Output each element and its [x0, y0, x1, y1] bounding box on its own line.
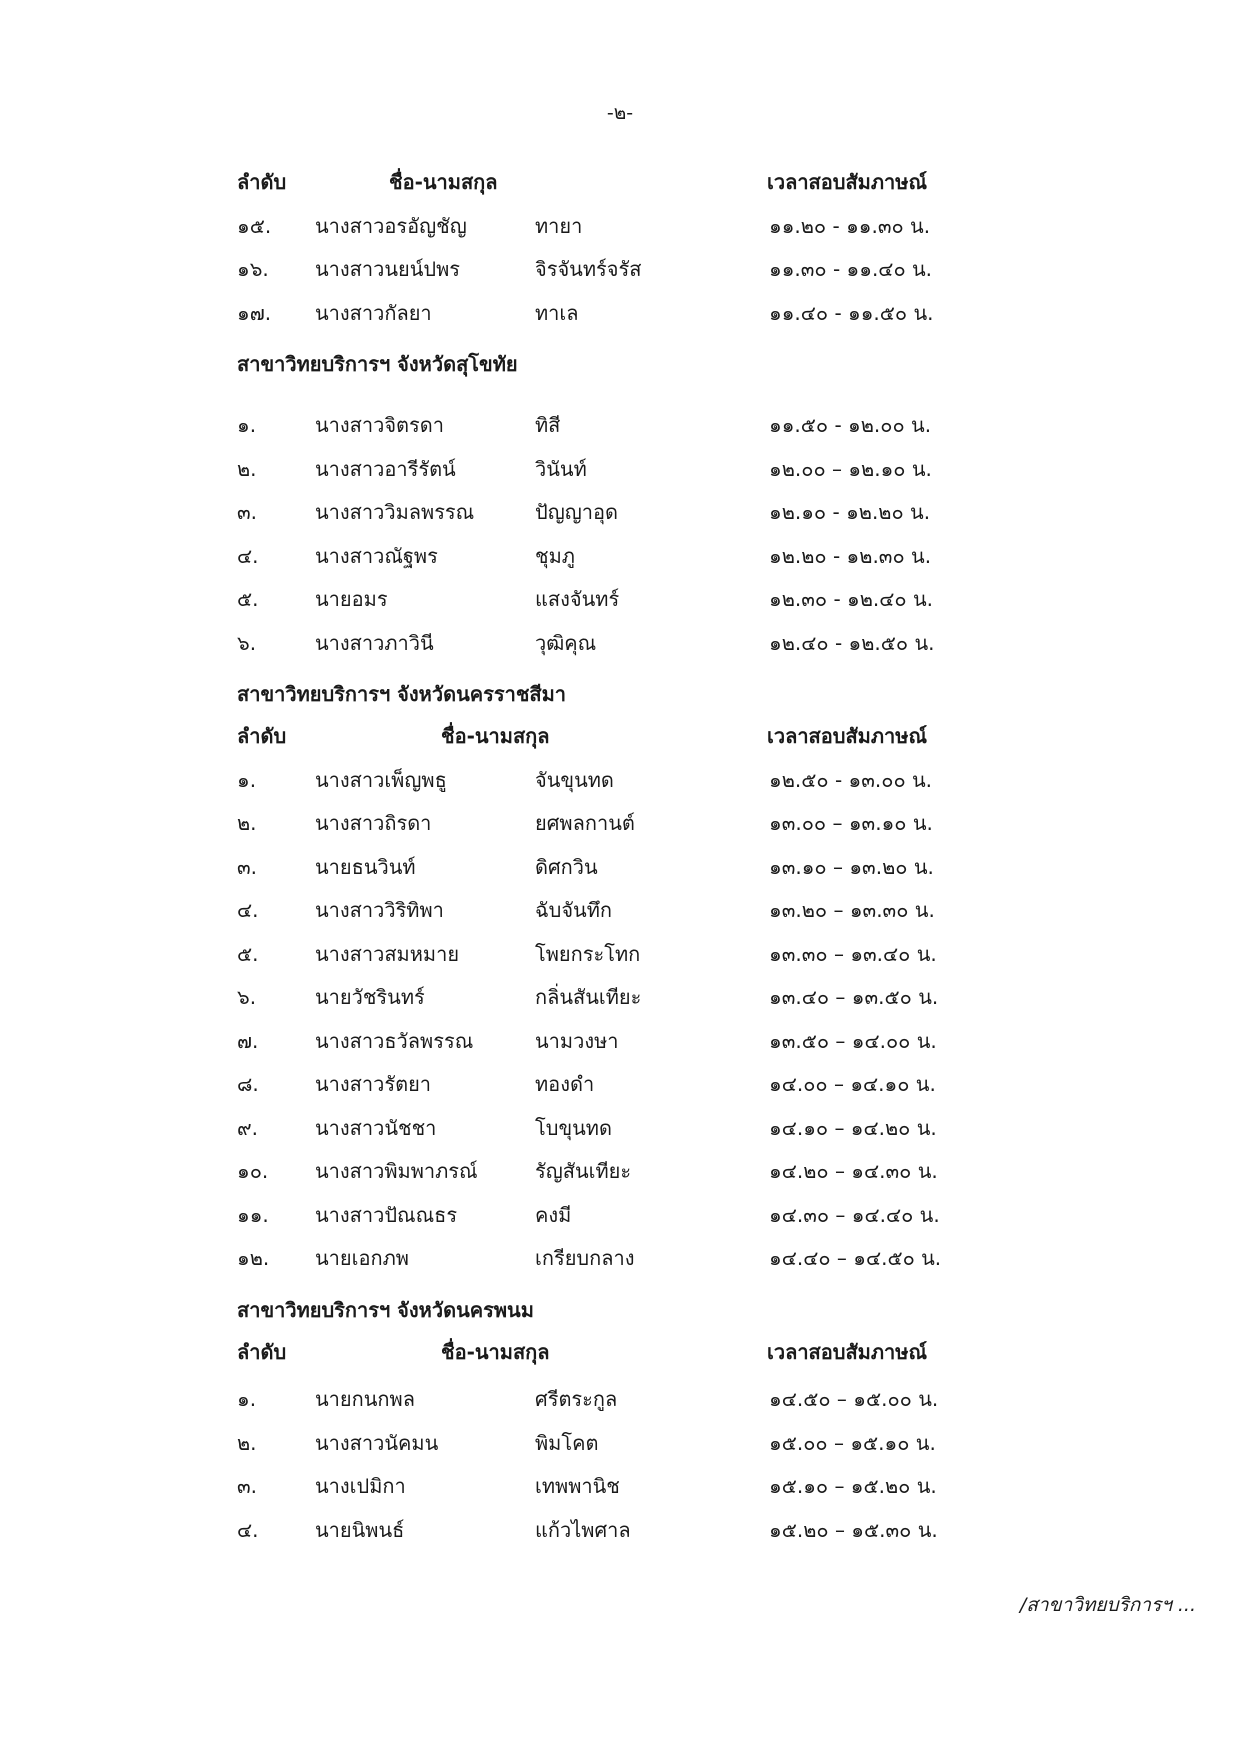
row-last-name: เทพพานิช: [535, 1474, 620, 1498]
row-number: ๓.: [237, 500, 258, 524]
row-number: ๑๐.: [237, 1159, 269, 1183]
row-number: ๒.: [237, 811, 257, 835]
row-last-name: วินันท์: [535, 456, 587, 481]
table-row: [237, 447, 997, 491]
row-first-name: นางสาวอารีรัตน์: [315, 456, 456, 481]
table-row: [237, 932, 997, 976]
header-order: ลำดับ: [237, 724, 287, 748]
table-row: [237, 621, 997, 665]
table-row: [237, 1019, 997, 1063]
row-number: ๑๕.: [237, 213, 272, 238]
table-row: [237, 1193, 997, 1237]
row-time: ๑๓.๐๐ – ๑๓.๑๐ น.: [769, 811, 933, 835]
row-last-name: ทองดำ: [535, 1072, 595, 1096]
row-time: ๑๓.๒๐ – ๑๓.๓๐ น.: [769, 898, 935, 922]
row-last-name: ชุมภู: [535, 543, 575, 568]
row-number: ๑.: [237, 1387, 257, 1411]
row-number: ๖.: [237, 985, 257, 1009]
row-first-name: นางสาววิมลพรรณ: [315, 500, 475, 524]
interview-schedule: [237, 160, 997, 1551]
row-time: ๑๔.๕๐ – ๑๕.๐๐ น.: [769, 1387, 939, 1411]
table-row: [237, 291, 997, 335]
header-name: ชื่อ-นามสกุล: [389, 170, 498, 194]
row-first-name: นางสาวกัลยา: [315, 300, 432, 325]
row-first-name: นางสาวนยน์ปพร: [315, 257, 461, 281]
row-number: ๔.: [237, 898, 259, 922]
table-row: [237, 975, 997, 1019]
row-first-name: นายวัชรินทร์: [315, 985, 425, 1009]
row-first-name: นายเอกภพ: [315, 1246, 409, 1270]
row-last-name: โบขุนทด: [535, 1115, 612, 1140]
table-row: [237, 1508, 997, 1552]
row-time: ๑๑.๔๐ - ๑๑.๕๐ น.: [769, 300, 934, 325]
row-first-name: นายอมร: [315, 587, 388, 611]
row-number: ๕.: [237, 941, 259, 966]
row-last-name: แสงจันทร์: [535, 587, 620, 611]
table-row: [237, 845, 997, 889]
section-title-text: สาขาวิทยบริการฯ จังหวัดนครพนม: [237, 1297, 534, 1322]
row-time: ๑๓.๕๐ – ๑๔.๐๐ น.: [769, 1028, 937, 1053]
row-first-name: นางสาวปัณณธร: [315, 1202, 458, 1227]
row-first-name: นางสาวจิตรดา: [315, 413, 445, 437]
table-row: [237, 801, 997, 845]
row-time: ๑๑.๓๐ - ๑๑.๔๐ น.: [769, 257, 933, 281]
row-time: ๑๔.๒๐ – ๑๔.๓๐ น.: [769, 1159, 938, 1183]
row-number: ๔.: [237, 543, 259, 568]
row-time: ๑๑.๒๐ - ๑๑.๓๐ น.: [769, 213, 931, 238]
header-time: เวลาสอบสัมภาษณ์: [767, 170, 928, 194]
row-number: ๕.: [237, 587, 259, 611]
table-row: [237, 1106, 997, 1150]
row-number: ๑.: [237, 767, 257, 792]
row-last-name: วุฒิคุณ: [535, 630, 597, 655]
row-time: ๑๒.๓๐ - ๑๒.๔๐ น.: [769, 587, 934, 611]
row-last-name: คงมี: [535, 1202, 572, 1227]
table-row: [237, 490, 997, 534]
header-order: ลำดับ: [237, 1339, 287, 1364]
row-number: ๑๖.: [237, 257, 269, 281]
row-time: ๑๓.๓๐ – ๑๓.๔๐ น.: [769, 941, 937, 966]
table-row: [237, 1421, 997, 1465]
row-time: ๑๔.๑๐ – ๑๔.๒๐ น.: [769, 1115, 937, 1140]
table-row: [237, 1236, 997, 1280]
row-last-name: ปัญญาอุด: [535, 500, 619, 524]
table-row: [237, 204, 997, 248]
row-number: ๓.: [237, 1474, 258, 1498]
section-title-text: สาขาวิทยบริการฯ จังหวัดสุโขทัย: [237, 352, 518, 376]
row-number: ๑๒.: [237, 1246, 270, 1270]
row-number: ๔.: [237, 1517, 259, 1542]
row-number: ๖.: [237, 630, 257, 655]
row-first-name: นางสาวรัตยา: [315, 1072, 432, 1096]
section-title: [237, 1280, 997, 1330]
row-number: ๑๑.: [237, 1202, 269, 1227]
row-time: ๑๓.๔๐ – ๑๓.๕๐ น.: [769, 985, 939, 1009]
section-title-text: สาขาวิทยบริการฯ จังหวัดนครราชสีมา: [237, 682, 567, 706]
row-first-name: นายธนวินท์: [315, 854, 416, 879]
table-row: [237, 1377, 997, 1421]
section-title: [237, 334, 997, 384]
row-first-name: นายนิพนธ์: [315, 1517, 405, 1542]
row-first-name: นางสาวธวัลพรรณ: [315, 1028, 474, 1053]
header-time: เวลาสอบสัมภาษณ์: [767, 724, 928, 748]
row-time: ๑๔.๓๐ – ๑๔.๔๐ น.: [769, 1202, 940, 1227]
row-number: ๒.: [237, 456, 257, 481]
row-number: ๓.: [237, 854, 258, 879]
row-last-name: ทาเล: [535, 300, 579, 325]
table-header: [237, 714, 997, 758]
row-time: ๑๔.๔๐ – ๑๔.๕๐ น.: [769, 1246, 942, 1270]
table-header: [237, 160, 997, 204]
row-first-name: นางสาวเพ็ญพธู: [315, 767, 447, 792]
row-time: ๑๕.๒๐ – ๑๕.๓๐ น.: [769, 1517, 938, 1542]
row-last-name: นามวงษา: [535, 1028, 619, 1053]
row-first-name: นางสาววิริทิพา: [315, 898, 444, 922]
header-time: เวลาสอบสัมภาษณ์: [767, 1339, 928, 1364]
row-last-name: เกรียบกลาง: [535, 1246, 635, 1270]
section-title: [237, 664, 997, 714]
row-number: ๗.: [237, 1028, 259, 1053]
row-time: ๑๒.๒๐ - ๑๒.๓๐ น.: [769, 543, 932, 568]
row-last-name: รัญสันเทียะ: [535, 1159, 632, 1183]
header-name: ชื่อ-นามสกุล: [441, 1339, 550, 1364]
row-number: ๑๗.: [237, 300, 272, 325]
row-first-name: นางสาวถิรดา: [315, 811, 432, 835]
table-header: [237, 1330, 997, 1374]
row-first-name: นางสาวนัชชา: [315, 1115, 437, 1140]
row-first-name: นางสาวอรอัญชัญ: [315, 213, 467, 238]
row-time: ๑๒.๐๐ – ๑๒.๑๐ น.: [769, 456, 932, 481]
row-last-name: โพยกระโทก: [535, 941, 641, 966]
row-last-name: จันขุนทด: [535, 767, 614, 792]
row-last-name: ยศพลกานต์: [535, 811, 635, 835]
table-row: [237, 247, 997, 291]
row-first-name: นางสาวนัคมน: [315, 1430, 439, 1455]
table-row: [237, 534, 997, 578]
row-last-name: ดิศกวิน: [535, 854, 598, 879]
row-last-name: ทายา: [535, 213, 583, 238]
row-last-name: จิรจันทร์จรัส: [535, 257, 642, 281]
row-time: ๑๒.๑๐ - ๑๒.๒๐ น.: [769, 500, 931, 524]
row-last-name: กลิ่นสันเทียะ: [535, 985, 642, 1009]
row-last-name: ทิสี: [535, 413, 561, 437]
row-number: ๘.: [237, 1072, 259, 1096]
table-row: [237, 758, 997, 802]
row-time: ๑๔.๐๐ – ๑๔.๑๐ น.: [769, 1072, 936, 1096]
row-time: ๑๒.๔๐ - ๑๒.๕๐ น.: [769, 630, 935, 655]
row-first-name: นายกนกพล: [315, 1387, 415, 1411]
row-last-name: แก้วไพศาล: [535, 1517, 631, 1542]
table-row: [237, 1062, 997, 1106]
row-number: ๒.: [237, 1430, 257, 1455]
row-last-name: ฉับจันทึก: [535, 898, 613, 922]
row-time: ๑๓.๑๐ – ๑๓.๒๐ น.: [769, 854, 934, 879]
table-row: [237, 577, 997, 621]
table-row: [237, 1149, 997, 1193]
row-time: ๑๕.๑๐ – ๑๕.๒๐ น.: [769, 1474, 937, 1498]
row-time: ๑๑.๕๐ - ๑๒.๐๐ น.: [769, 413, 932, 437]
table-row: [237, 888, 997, 932]
row-time: ๑๒.๕๐ - ๑๓.๐๐ น.: [769, 767, 933, 792]
continuation-note: /สาขาวิทยบริการฯ ...: [1019, 1594, 1196, 1616]
row-number: ๙.: [237, 1115, 259, 1140]
row-number: ๑.: [237, 413, 257, 437]
header-name: ชื่อ-นามสกุล: [441, 724, 550, 748]
header-order: ลำดับ: [237, 170, 287, 194]
row-last-name: ศรีตระกูล: [535, 1387, 618, 1411]
table-row: [237, 1464, 997, 1508]
row-last-name: พิมโคต: [535, 1430, 599, 1455]
table-row: [237, 403, 997, 447]
row-first-name: นางสาวภาวินี: [315, 630, 434, 655]
page-number: -๒-: [606, 102, 634, 124]
row-first-name: นางเปมิกา: [315, 1474, 406, 1498]
row-first-name: นางสาวสมหมาย: [315, 941, 460, 966]
row-time: ๑๕.๐๐ – ๑๕.๑๐ น.: [769, 1430, 936, 1455]
row-first-name: นางสาวณัฐพร: [315, 543, 438, 568]
row-first-name: นางสาวพิมพาภรณ์: [315, 1159, 478, 1183]
